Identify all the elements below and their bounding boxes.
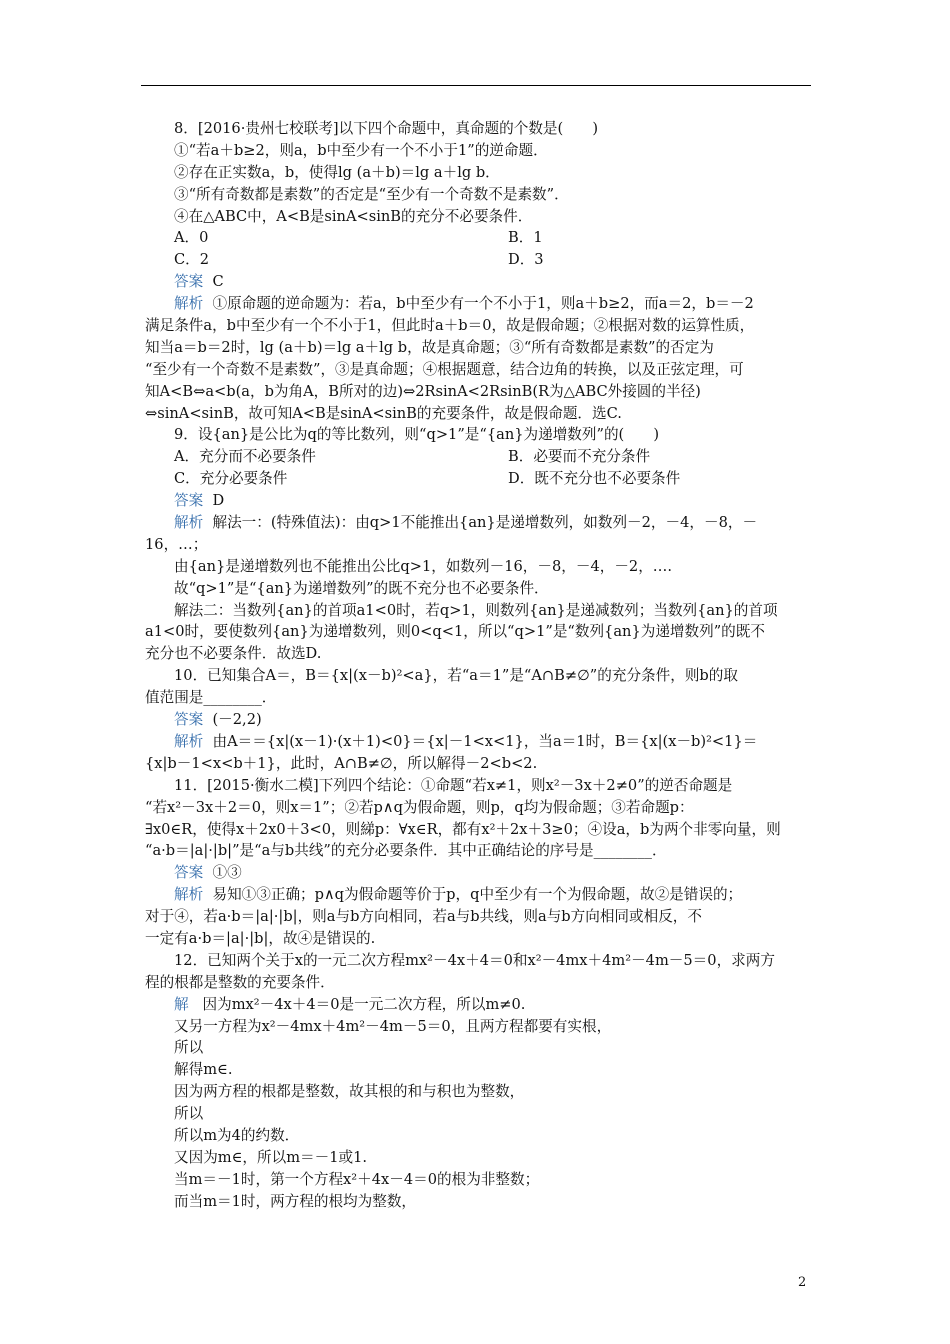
answer-label: 答案 <box>174 273 204 291</box>
q9-analysis <box>145 512 813 534</box>
analysis-label: 解析 <box>174 886 204 904</box>
solution-line: 因为两方程的根都是整数，故其根的和与积也为整数， <box>174 1083 525 1101</box>
q8-stem: 8．[2016·贵州七校联考]以下四个命题中，真命题的个数是( ) <box>174 120 599 137</box>
analysis-line: 充分也不必要条件．故选D. <box>145 645 322 663</box>
q11-stem: ∃x0∈R，使得x＋2x0＋3<0，则綈p：∀x∈R，都有x²＋2x＋3≥0；④设a，b为两个非零向量，则 <box>145 820 781 838</box>
q11-analysis <box>145 884 813 906</box>
answer-value: (－2,2) <box>212 711 262 729</box>
answer-label: 答案 <box>174 492 204 510</box>
q12-solution <box>145 994 813 1016</box>
q9-options-row <box>145 468 813 490</box>
analysis-label: 解析 <box>174 732 204 750</box>
analysis-line: a1<0时，要使数列{an}为递增数列，则0<q<1，所以“q>1”是“数列{an}为递增数列”的既不 <box>145 623 765 641</box>
q11-stem: “a·b＝|a|·|b|”是“a与b共线”的充分必要条件．其中正确结论的序号是________． <box>145 842 667 860</box>
q10-analysis <box>145 731 813 753</box>
document-body <box>145 118 813 1213</box>
solution-line: 所以m为4的约数． <box>174 1126 300 1144</box>
q9-option-c: C．充分必要条件 <box>174 470 288 488</box>
q9-option-a: A．充分而不必要条件 <box>174 448 316 466</box>
answer-label: 答案 <box>174 864 204 882</box>
q8-option-d: D．3 <box>508 251 544 269</box>
q11-stem: “若x²－3x＋2＝0，则x＝1”；②若p∧q为假命题，则p，q均为假命题；③若命题p： <box>145 798 694 816</box>
analysis-line: 对于④，若a·b＝|a|·|b|，则a与b方向相同，若a与b共线，则a与b方向相同或相反，不 <box>145 908 702 926</box>
q9-options-row <box>145 446 813 468</box>
answer-value: D <box>212 492 225 510</box>
solution-line: 又因为m∈，所以m＝－1或1. <box>174 1148 368 1166</box>
q8-item: ①“若a＋b≥2，则a，b中至少有一个不小于1”的逆命题． <box>174 141 548 159</box>
q10-stem: 10．已知集合A＝，B＝{x|(x－b)²<a}，若“a＝1”是“A∩B≠∅”的充分条件，则b的取 <box>174 667 738 685</box>
solution-line: 又另一方程为x²－4mx＋4m²－4m－5＝0，且两方程都要有实根， <box>174 1017 612 1035</box>
q12-stem: 12．已知两个关于x的一元二次方程mx²－4x＋4＝0和x²－4mx＋4m²－4m－5＝0，求两方 <box>174 951 775 969</box>
analysis-label: 解析 <box>174 514 204 532</box>
analysis-line: 故“q>1”是“{an}为递增数列”的既不充分也不必要条件． <box>174 579 549 597</box>
analysis-line: 解法二：当数列{an}的首项a1<0时，若q>1，则数列{an}是递减数列；当数列{an}的首项 <box>174 601 778 619</box>
q11-answer <box>145 862 813 884</box>
analysis-text: 由A＝＝{x|(x－1)·(x＋1)<0}＝{x|－1<x<1}，当a＝1时，B＝{x|(x－b)²<1}＝ <box>212 732 758 750</box>
q8-option-b: B．1 <box>508 229 543 247</box>
page-number: 2 <box>798 1275 807 1290</box>
q10-answer <box>145 709 813 731</box>
analysis-line: 一定有a·b＝|a|·|b|，故④是错误的. <box>145 929 376 947</box>
q8-item: ③“所有奇数都是素数”的否定是“至少有一个奇数不是素数”． <box>174 185 569 203</box>
analysis-text: 易知①③正确；p∧q为假命题等价于p，q中至少有一个为假命题，故②是错误的； <box>212 886 743 904</box>
solution-label: 解 <box>174 995 189 1013</box>
answer-label: 答案 <box>174 711 204 729</box>
analysis-text: 解法一：(特殊值法)：由q>1不能推出{an}是递增数列，如数列－2，－4，－8，－ <box>212 514 758 532</box>
analysis-line: 由{an}是递增数列也不能推出公比q>1，如数列－16，－8，－4，－2，…. <box>174 557 673 575</box>
q9-stem: 9．设{an}是公比为q的等比数列，则“q>1”是“{an}为递增数列”的( ) <box>174 426 660 444</box>
solution-text: 因为mx²－4x＋4＝0是一元二次方程，所以m≠0. <box>202 995 526 1013</box>
solution-line: 而当m＝1时，两方程的根均为整数， <box>174 1192 417 1210</box>
analysis-line: 满足条件a，b中至少有一个不小于1，但此时a＋b＝0，故是假命题；②根据对数的运算性质， <box>145 317 755 335</box>
q9-answer <box>145 490 813 512</box>
answer-value: ①③ <box>212 864 242 882</box>
q8-answer <box>145 271 813 293</box>
analysis-line: “至少有一个奇数不是素数”，③是真命题；④根据题意，结合边角的转换，以及正弦定理，可 <box>145 360 744 378</box>
header-rule <box>141 85 811 86</box>
analysis-label: 解析 <box>174 295 204 313</box>
analysis-line: 知A<B⇔a<b(a，b为角A，B所对的边)⇔2RsinA<2RsinB(R为△ABC外接圆的半径) <box>145 382 701 400</box>
solution-line: 所以 <box>174 1039 204 1057</box>
solution-line: 所以 <box>174 1105 204 1123</box>
answer-value: C <box>212 273 224 291</box>
q11-stem: 11．[2015·衡水二模]下列四个结论：①命题“若x≠1，则x²－3x＋2≠0”的逆否命题是 <box>174 776 733 794</box>
analysis-line: 16，…； <box>145 535 208 553</box>
solution-line: 解得m∈. <box>174 1061 233 1079</box>
q8-option-c: C．2 <box>174 251 210 269</box>
q8-item: ④在△ABC中，A<B是sinA<sinB的充分不必要条件． <box>174 207 533 225</box>
q9-option-d: D．既不充分也不必要条件 <box>508 470 681 488</box>
q8-option-a: A．0 <box>174 229 209 247</box>
q8-analysis <box>145 293 813 315</box>
analysis-line: ⇔sinA<sinB，故可知A<B是sinA<sinB的充要条件，故是假命题．选C. <box>145 404 622 422</box>
q8-item: ②存在正实数a，b，使得lg (a＋b)＝lg a＋lg b． <box>174 163 500 181</box>
q8-options-row <box>145 227 813 249</box>
q12-stem: 程的根都是整数的充要条件． <box>145 973 335 991</box>
analysis-text: ①原命题的逆命题为：若a，b中至少有一个不小于1，则a＋b≥2，而a＝2，b＝－2 <box>212 295 754 313</box>
analysis-line: {x|b－1<x<b＋1}，此时，A∩B≠∅，所以解得－2<b<2. <box>145 754 538 772</box>
q8-options-row <box>145 249 813 271</box>
solution-line: 当m＝－1时，第一个方程x²＋4x－4＝0的根为非整数； <box>174 1170 540 1188</box>
q10-stem: 值范围是________． <box>145 689 277 707</box>
q9-option-b: B．必要而不充分条件 <box>508 448 651 466</box>
analysis-line: 知当a＝b＝2时，lg (a＋b)＝lg a＋lg b，故是真命题；③“所有奇数都是素数”的否定为 <box>145 338 714 356</box>
